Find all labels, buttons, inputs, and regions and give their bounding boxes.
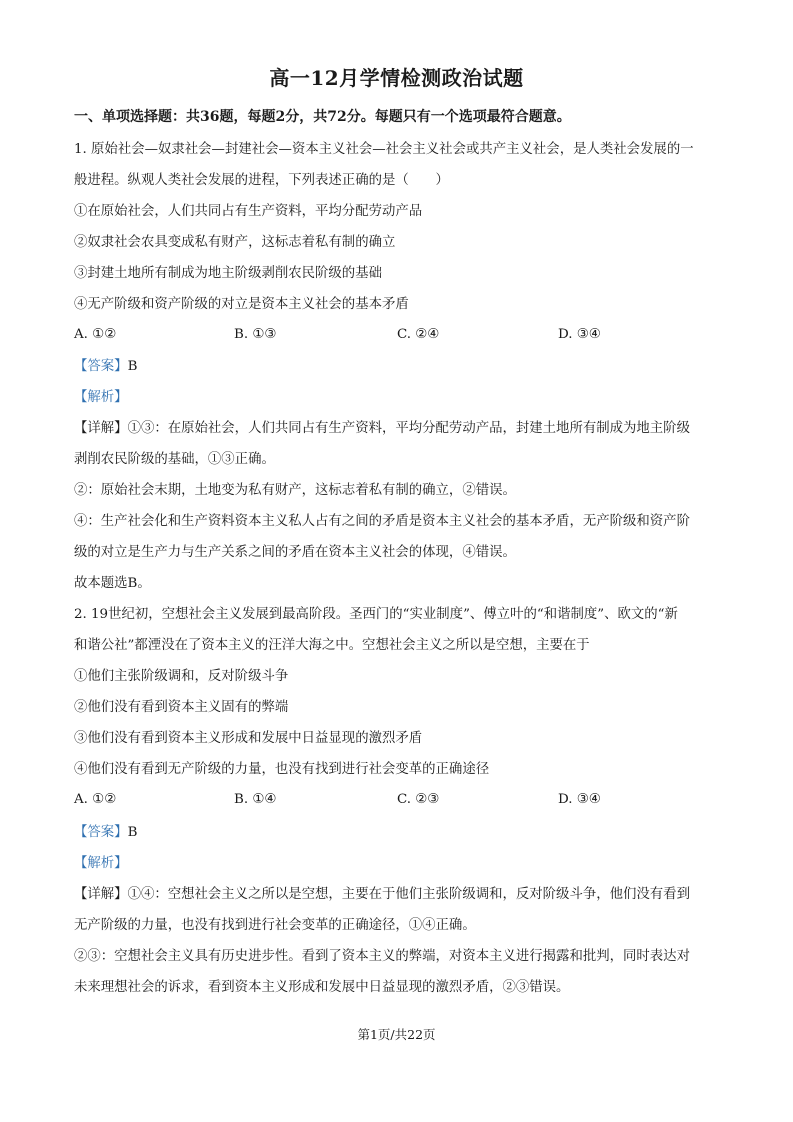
q2-analysis — [74, 855, 724, 873]
q1-detail-tag: 【详解】 — [74, 421, 128, 436]
q1-statement-1: ①在原始社会，人们共同占有生产资料，平均分配劳动产品 — [74, 204, 423, 219]
q1-detail-line-2: 剥削农民阶级的基础，①③正确。 — [74, 452, 275, 467]
q1-stem-line-2: 般进程。纵观人类社会发展的进程，下列表述正确的是（ ） — [74, 173, 449, 188]
q2-analysis-tag: 【解析】 — [74, 856, 128, 871]
q2-answer — [74, 824, 724, 842]
q2-option-c: C. ②③ — [397, 792, 440, 807]
q1-detail-line-3: ②：原始社会末期，土地变为私有财产，这标志着私有制的确立，②错误。 — [74, 483, 516, 498]
q1-option-d: D. ③④ — [558, 327, 601, 342]
q2-stem-line-2: 和谐公社”都湮没在了资本主义的汪洋大海之中。空想社会主义之所以是空想，主要在于 — [74, 638, 590, 653]
q1-statement-2: ②奴隶社会农具变成私有财产，这标志着私有制的确立 — [74, 235, 396, 250]
q2-detail-text-1: ①④：空想社会主义之所以是空想，主要在于他们主张阶级调和，反对阶级斗争，他们没有看到 — [127, 887, 690, 902]
q2-statement-3: ③他们没有看到资本主义形成和发展中日益显现的激烈矛盾 — [74, 731, 423, 746]
q2-detail-line-3: ②③：空想社会主义具有历史进步性。看到了资本主义的弊端，对资本主义进行揭露和批判，同时表达对 — [74, 949, 690, 964]
q1-detail-line-1 — [74, 420, 724, 438]
q1-analysis-tag: 【解析】 — [74, 390, 128, 405]
q1-answer — [74, 358, 724, 376]
q2-option-b: B. ①④ — [234, 792, 277, 807]
q1-conclusion: 故本题选B。 — [74, 576, 151, 591]
q1-option-c: C. ②④ — [397, 327, 440, 342]
section-heading: 一、单项选择题：共36题，每题2分，共72分。每题只有一个选项最符合题意。 — [74, 109, 571, 125]
q2-detail-line-1 — [74, 886, 724, 904]
q2-detail-tag: 【详解】 — [74, 887, 128, 902]
q1-answer-tag: 【答案】 — [74, 359, 128, 374]
q1-detail-text-1: ①③：在原始社会，人们共同占有生产资料，平均分配劳动产品，封建土地所有制成为地主阶级 — [127, 421, 690, 436]
q1-answer-value: B — [127, 359, 138, 374]
page-footer: 第1页/共22页 — [357, 1027, 436, 1042]
q2-answer-value: B — [127, 825, 138, 840]
q2-stem-line-1: 2. 19世纪初，空想社会主义发展到最高阶段。圣西门的“实业制度”、傅立叶的“和谐制度”、欧文的“新 — [74, 607, 678, 622]
page-title: 高一12月学情检测政治试题 — [269, 66, 524, 90]
q1-option-a: A. ①② — [74, 327, 117, 342]
q1-detail-line-4: ④：生产社会化和生产资料资本主义私人占有之间的矛盾是资本主义社会的基本矛盾，无产阶级和资产阶 — [74, 514, 690, 529]
q2-option-a: A. ①② — [74, 792, 117, 807]
q1-statement-4: ④无产阶级和资产阶级的对立是资本主义社会的基本矛盾 — [74, 297, 409, 312]
q2-detail-line-2: 无产阶级的力量，也没有找到进行社会变革的正确途径，①④正确。 — [74, 918, 476, 933]
q1-analysis — [74, 389, 724, 407]
q2-statement-2: ②他们没有看到资本主义固有的弊端 — [74, 700, 289, 715]
q2-option-d: D. ③④ — [558, 792, 601, 807]
q1-stem-line-1: 1. 原始社会—奴隶社会—封建社会—资本主义社会—社会主义社会或共产主义社会，是人类社会发展的一 — [74, 142, 694, 157]
q2-statement-4: ④他们没有看到无产阶级的力量，也没有找到进行社会变革的正确途径 — [74, 762, 490, 777]
q2-answer-tag: 【答案】 — [74, 825, 128, 840]
q1-detail-line-5: 级的对立是生产力与生产关系之间的矛盾在资本主义社会的体现，④错误。 — [74, 545, 516, 560]
q1-statement-3: ③封建土地所有制成为地主阶级剥削农民阶级的基础 — [74, 266, 382, 281]
q2-detail-line-4: 未来理想社会的诉求，看到资本主义形成和发展中日益显现的激烈矛盾，②③错误。 — [74, 980, 570, 995]
q1-option-b: B. ①③ — [234, 327, 277, 342]
q2-statement-1: ①他们主张阶级调和，反对阶级斗争 — [74, 669, 289, 684]
